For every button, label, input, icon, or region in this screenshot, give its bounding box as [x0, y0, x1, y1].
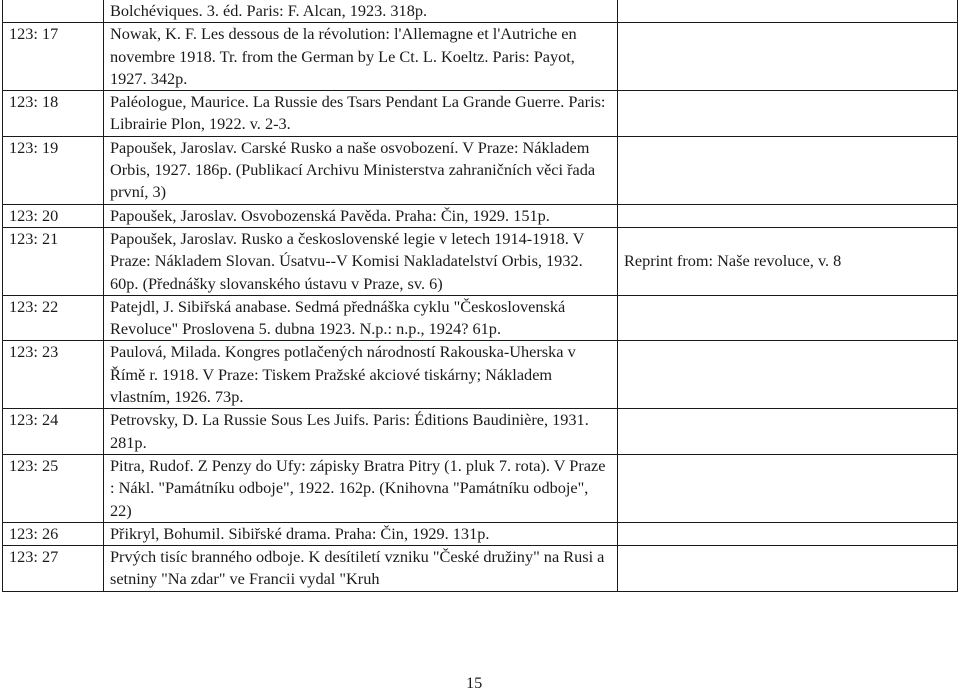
entry-citation: Petrovsky, D. La Russie Sous Les Juifs. Paris: Éditions Baudinière, 1931. 281p.: [104, 409, 618, 455]
entry-citation: Papoušek, Jaroslav. Carské Rusko a naše osvobození. V Praze: Nákladem Orbis, 1927. 186p. (Publikací Archivu Ministerstva zahraničních věci řada první, 3): [104, 136, 618, 204]
entry-note: [618, 341, 958, 409]
table-row: [3, 341, 958, 409]
entry-note: [618, 204, 958, 227]
entry-note: [618, 522, 958, 545]
entry-note-text: Reprint from: Naše revoluce, v. 8: [624, 250, 842, 270]
entry-id: 123: 25: [3, 454, 104, 522]
entry-note: [618, 91, 958, 137]
entry-citation: Papoušek, Jaroslav. Osvobozenská Pavěda. Praha: Čin, 1929. 151p.: [104, 204, 618, 227]
entry-citation: Prvých tisíc branného odboje. K desítiletí vzniku "České družiny" na Rusi a setniny "Na zdar" ve Francii vydal "Kruh: [104, 546, 618, 592]
table-row: [3, 295, 958, 341]
entry-citation: Paléologue, Maurice. La Russie des Tsars Pendant La Grande Guerre. Paris: Librairie Plon, 1922. v. 2-3.: [104, 91, 618, 137]
entry-citation: Paulová, Milada. Kongres potlačených národností Rakouska-Uherska v Římě r. 1918. V Praze: Tiskem Pražské akciové tiskárny; Nákladem vlastním, 1926. 73p.: [104, 341, 618, 409]
entry-id: 123: 20: [3, 204, 104, 227]
page-number: 15: [466, 673, 483, 692]
table-row: [3, 522, 958, 545]
table-row: [3, 546, 958, 592]
entry-id: 123: 19: [3, 136, 104, 204]
entry-note: [618, 295, 958, 341]
table-row: [3, 204, 958, 227]
entry-note: [618, 409, 958, 455]
entry-citation: Nowak, K. F. Les dessous de la révolution: l'Allemagne et l'Autriche en novembre 1918. Tr. from the German by Le Ct. L. Koeltz. Paris: Payot, 1927. 342p.: [104, 23, 618, 91]
entry-citation: Přikryl, Bohumil. Sibiřské drama. Praha: Čin, 1929. 131p.: [104, 522, 618, 545]
entry-note: [618, 227, 958, 295]
entry-id: 123: 26: [3, 522, 104, 545]
bibliography-table: [2, 0, 958, 592]
table-row: [3, 0, 958, 23]
entry-id: 123: 24: [3, 409, 104, 455]
table-row: [3, 454, 958, 522]
entry-id: 123: 17: [3, 23, 104, 91]
entry-note: [618, 0, 958, 23]
entry-note: [618, 454, 958, 522]
entry-id: 123: 18: [3, 91, 104, 137]
entry-id: 123: 23: [3, 341, 104, 409]
table-row: [3, 227, 958, 295]
entry-note: [618, 23, 958, 91]
table-row: [3, 23, 958, 91]
entry-citation: Patejdl, J. Sibiřská anabase. Sedmá přednáška cyklu "Československá Revoluce" Proslovena 5. dubna 1923. N.p.: n.p., 1924? 61p.: [104, 295, 618, 341]
entry-citation: Pitra, Rudof. Z Penzy do Ufy: zápisky Bratra Pitry (1. pluk 7. rota). V Praze : Nákl. "Památníku odboje", 1922. 162p. (Knihovna "Památníku odboje", 22): [104, 454, 618, 522]
table-row: [3, 136, 958, 204]
table-row: [3, 409, 958, 455]
entry-note: [618, 546, 958, 592]
entry-id: 123: 21: [3, 227, 104, 295]
table-row: [3, 91, 958, 137]
entry-id: 123: 27: [3, 546, 104, 592]
entry-note: [618, 136, 958, 204]
entry-id: [3, 0, 104, 23]
entry-citation: Papoušek, Jaroslav. Rusko a československé legie v letech 1914-1918. V Praze: Nákladem Slovan. Úsatvu--V Komisi Nakladatelství Orbis, 1932. 60p. (Přednášky slovanského ústavu v Praze, sv. 6): [104, 227, 618, 295]
entry-id: 123: 22: [3, 295, 104, 341]
entry-citation: Bolchéviques. 3. éd. Paris: F. Alcan, 1923. 318p.: [104, 0, 618, 23]
